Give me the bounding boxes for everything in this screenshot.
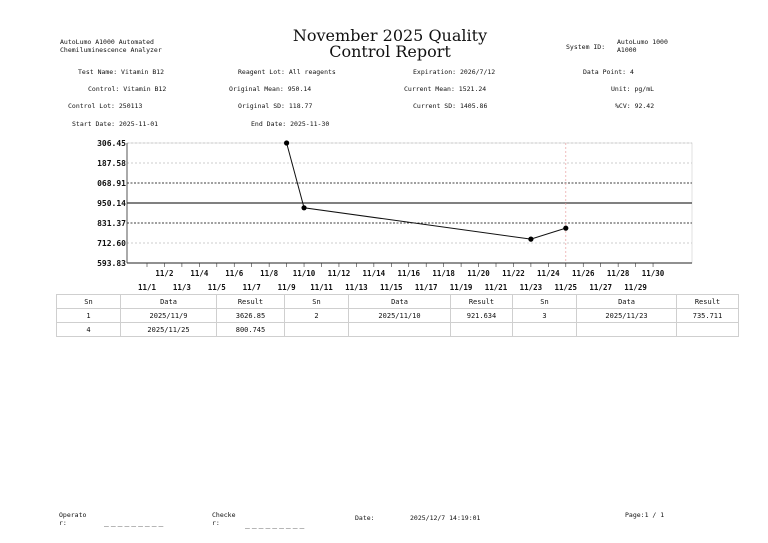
page-number: Page:1 / 1 — [625, 511, 665, 519]
operator-label — [59, 511, 86, 527]
y-tick-label: 306.45 — [97, 139, 126, 148]
x-tick-label: 11/7 — [242, 283, 261, 292]
current-sd: Current SD: 1405.86 — [413, 102, 488, 110]
x-tick-label: 11/10 — [292, 269, 316, 278]
date-label: Date: — [355, 514, 375, 522]
system-id-value — [617, 38, 668, 54]
x-tick-label: 11/21 — [484, 283, 508, 292]
x-tick-label: 11/24 — [537, 269, 560, 278]
column-header: Sn — [57, 295, 121, 309]
table-cell: 1 — [57, 309, 121, 323]
x-tick-label: 11/16 — [397, 269, 421, 278]
checker-label — [212, 511, 235, 527]
data-point — [284, 140, 289, 145]
instrument-name — [60, 38, 162, 54]
x-tick-label: 11/23 — [519, 283, 543, 292]
x-tick-label: 11/29 — [624, 283, 647, 292]
original-sd: Original SD: 118.77 — [238, 102, 313, 110]
checker-signature-line: _________ — [245, 520, 307, 529]
table-cell — [513, 323, 577, 337]
results-table — [56, 294, 739, 337]
original-mean: Original Mean: 950.14 — [229, 85, 312, 93]
print-date: 2025/12/7 14:19:01 — [410, 514, 481, 522]
x-tick-label: 11/18 — [432, 269, 455, 278]
table-row — [57, 323, 739, 337]
x-tick-label: 11/4 — [190, 269, 209, 278]
instrument-line2: Chemiluminescence Analyzer — [60, 46, 162, 54]
column-header: Sn — [285, 295, 349, 309]
operator-label1: Operato — [59, 511, 87, 519]
column-header: Data — [121, 295, 217, 309]
reagent-lot: Reagent Lot: All reagents — [238, 68, 336, 76]
control-lot: Control Lot: 250113 — [68, 102, 143, 110]
table-cell: 735.711 — [677, 309, 739, 323]
column-header: Data — [577, 295, 677, 309]
x-tick-label: 11/17 — [414, 283, 438, 292]
x-tick-label: 11/9 — [277, 283, 296, 292]
x-tick-label: 11/12 — [327, 269, 351, 278]
table-cell — [349, 323, 451, 337]
y-tick-label: 593.83 — [97, 259, 126, 268]
data-point: Data Point: 4 — [583, 68, 634, 76]
y-tick-label: 187.58 — [97, 159, 126, 168]
column-header: Result — [217, 295, 285, 309]
y-tick-label: 950.14 — [97, 199, 126, 208]
operator-signature-line: _________ — [104, 518, 166, 527]
table-cell: 2025/11/23 — [577, 309, 677, 323]
table-header-row — [57, 295, 739, 309]
table-cell: 3 — [513, 309, 577, 323]
checker-label2: r: — [212, 519, 220, 527]
x-tick-label: 11/11 — [310, 283, 333, 292]
cv: %CV: 92.42 — [615, 102, 655, 110]
x-tick-label: 11/28 — [606, 269, 630, 278]
column-header: Result — [677, 295, 739, 309]
x-tick-label: 11/26 — [571, 269, 595, 278]
report-title — [270, 28, 510, 60]
y-tick-label: 712.60 — [97, 239, 126, 248]
table-cell — [285, 323, 349, 337]
expiration: Expiration: 2026/7/12 — [413, 68, 496, 76]
title-line1: November 2025 Quality — [292, 26, 488, 45]
table-cell — [577, 323, 677, 337]
x-tick-label: 11/15 — [380, 283, 403, 292]
table-cell: 921.634 — [451, 309, 513, 323]
data-point — [563, 226, 568, 231]
end-date: End Date: 2025-11-30 — [251, 120, 330, 128]
control: Control: Vitamin B12 — [88, 85, 167, 93]
table-cell: 2 — [285, 309, 349, 323]
title-line2: Control Report — [329, 42, 451, 61]
current-mean: Current Mean: 1521.24 — [404, 85, 487, 93]
x-tick-label: 11/3 — [172, 283, 191, 292]
x-tick-label: 11/19 — [449, 283, 473, 292]
x-tick-label: 11/22 — [502, 269, 525, 278]
series-line — [287, 143, 566, 239]
system-id-value1: AutoLumo 1000 — [617, 38, 668, 46]
system-id-value2: A1000 — [617, 46, 637, 54]
x-tick-label: 11/25 — [554, 283, 578, 292]
column-header: Data — [349, 295, 451, 309]
table-cell: 2025/11/25 — [121, 323, 217, 337]
unit: Unit: pg/mL — [611, 85, 655, 93]
table-cell: 2025/11/10 — [349, 309, 451, 323]
test-name: Test Name: Vitamin B12 — [78, 68, 165, 76]
table-cell: 800.745 — [217, 323, 285, 337]
table-cell — [677, 323, 739, 337]
system-id-label: System ID: — [566, 43, 606, 51]
x-tick-label: 11/20 — [467, 269, 490, 278]
column-header: Result — [451, 295, 513, 309]
table-cell: 4 — [57, 323, 121, 337]
y-tick-label: 831.37 — [97, 219, 126, 228]
table-row — [57, 309, 739, 323]
x-tick-label: 11/27 — [589, 283, 612, 292]
plot-frame — [127, 143, 692, 263]
x-tick-label: 11/5 — [207, 283, 226, 292]
data-point — [528, 237, 533, 242]
y-tick-label: 068.91 — [97, 179, 126, 188]
x-tick-label: 11/30 — [641, 269, 665, 278]
x-tick-label: 11/8 — [260, 269, 279, 278]
x-tick-label: 11/1 — [137, 283, 157, 292]
x-tick-label: 11/6 — [225, 269, 244, 278]
checker-label1: Checke — [212, 511, 236, 519]
data-point — [301, 205, 306, 210]
operator-label2: r: — [59, 519, 67, 527]
instrument-line1: AutoLumo A1000 Automated — [60, 38, 154, 46]
x-tick-label: 11/13 — [345, 283, 368, 292]
x-tick-label: 11/14 — [362, 269, 386, 278]
table-cell: 2025/11/9 — [121, 309, 217, 323]
x-tick-label: 11/2 — [155, 269, 174, 278]
start-date: Start Date: 2025-11-01 — [72, 120, 159, 128]
table-cell: 3626.85 — [217, 309, 285, 323]
table-cell — [451, 323, 513, 337]
column-header: Sn — [513, 295, 577, 309]
